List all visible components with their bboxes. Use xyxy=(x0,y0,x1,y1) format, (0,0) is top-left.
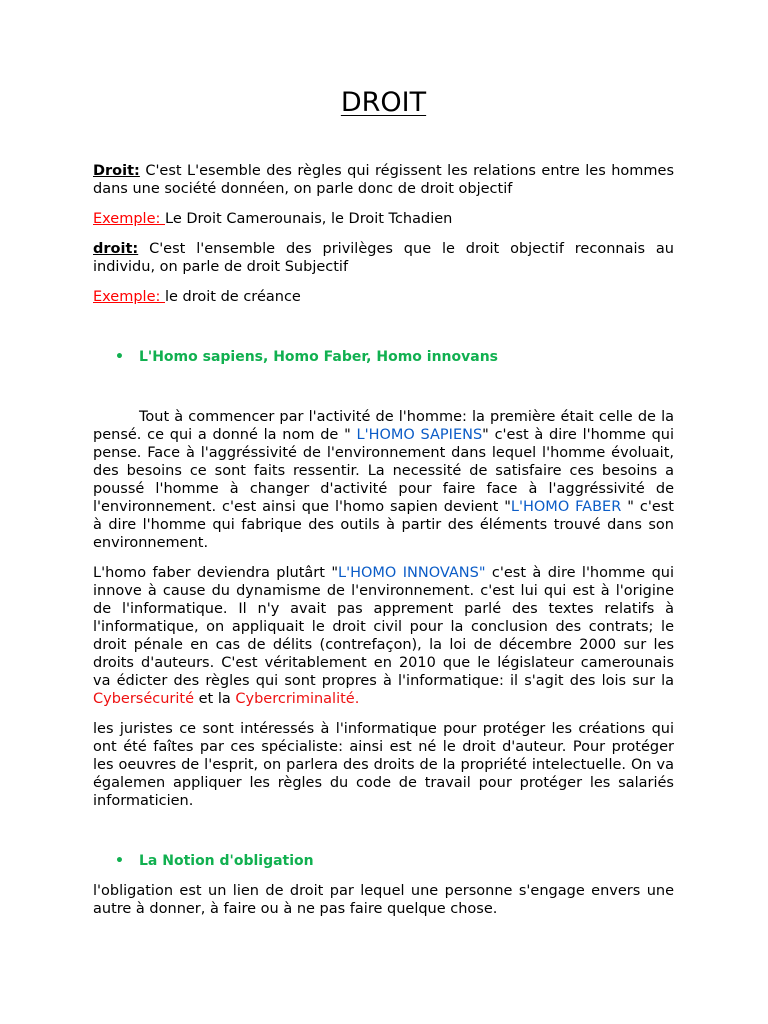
definition-text: C'est L'esemble des règles qui régissent les relations entre les hommes dans une société donnéen, on parle donc de droit objectif xyxy=(93,163,674,197)
example-label: Exemple: xyxy=(93,211,165,227)
paragraph-text: " c'est à dire l'homme qui fabrique des outils à partir des éléments trouvé dans son environnement. xyxy=(93,499,674,551)
section-heading-homo xyxy=(93,348,674,366)
highlight-cybercriminalite: Cybercriminalité. xyxy=(235,691,360,707)
section-heading-text: La Notion d'obligation xyxy=(139,853,314,869)
paragraph-obligation: l'obligation est un lien de droit par lequel une personne s'engage envers une autre à donner, à faire ou à ne pas faire quelque chose. xyxy=(93,883,674,917)
definition-term: droit: xyxy=(93,241,139,257)
highlight-homo-innovans: L'HOMO INNOVANS" xyxy=(338,565,486,581)
bullet-icon: • xyxy=(115,853,124,869)
paragraph-text: c'est à dire l'homme qui innove à cause du dynamisme de l'environnement. c'est lui qui est à l'origine de l'informatique. Il n'y avait pas apprement parlé des textes relatifs à l'informatique, on appliquait le droit civil pour la conclusion des contrats; le droit pénale en cas de délits (contrefaçon), la loi de décembre 2000 sur les droits d'auteurs. C'est véritablement en 2010 que le législateur camerounais va édicter des règles qui sont propres à l'informatique: il s'agit des lois sur la xyxy=(93,565,674,689)
paragraph-text: L'homo faber deviendra plutârt " xyxy=(93,565,339,581)
example-subjective xyxy=(93,288,674,306)
example-text: Le Droit Camerounais, le Droit Tchadien xyxy=(165,211,453,227)
paragraph-text: Tout à commencer par l'activité de l'homme: la première était celle de la pensé. ce qui a donné la nom de " xyxy=(93,409,674,443)
definition-term: Droit: xyxy=(93,163,140,179)
highlight-homo-faber: L'HOMO FABER xyxy=(510,499,628,515)
highlight-cybersecurite: Cybersécurité xyxy=(93,691,195,707)
page-title: DROIT xyxy=(340,87,427,118)
example-label: Exemple: xyxy=(93,289,165,305)
bullet-icon: • xyxy=(115,349,124,365)
example-objective xyxy=(93,210,674,228)
paragraph-juristes: les juristes ce sont intéressés à l'informatique pour protéger les créations qui ont été faîtes par ces spécialiste: ainsi est né le droit d'auteur. Pour protéger les oeuvres de l'esprit, on parlera des droits de la propriété intelectuelle. On va égalemen appliquer les règles du code de travail pour protéger les salariés informaticien. xyxy=(93,721,674,809)
example-text: le droit de créance xyxy=(165,289,301,305)
definition-subjective xyxy=(93,240,674,276)
section-heading-obligation xyxy=(93,852,674,870)
document-body xyxy=(93,86,674,918)
definition-objective xyxy=(93,162,674,198)
paragraph-homo-sapiens xyxy=(93,408,674,552)
paragraph-text: " c'est à dire l'homme qui pense. Face à l'aggréssivité de l'environnement dans lequel l'homme évoluait, des besoins ce sont faits ressentir. La necessité de satisfaire ces besoins a poussé l'homme à changer d'activité pour faire face à l'aggréssivité de l'environnement. c'est ainsi que l'homo sapien devient " xyxy=(93,427,674,515)
paragraph-text: et la xyxy=(194,691,236,707)
highlight-homo-sapiens: L'HOMO SAPIENS xyxy=(350,427,483,443)
paragraph-homo-innovans xyxy=(93,564,674,708)
definition-text: C'est l'ensemble des privilèges que le droit objectif reconnais au individu, on parle de droit Subjectif xyxy=(93,241,674,275)
section-heading-text: L'Homo sapiens, Homo Faber, Homo innovans xyxy=(139,349,499,365)
